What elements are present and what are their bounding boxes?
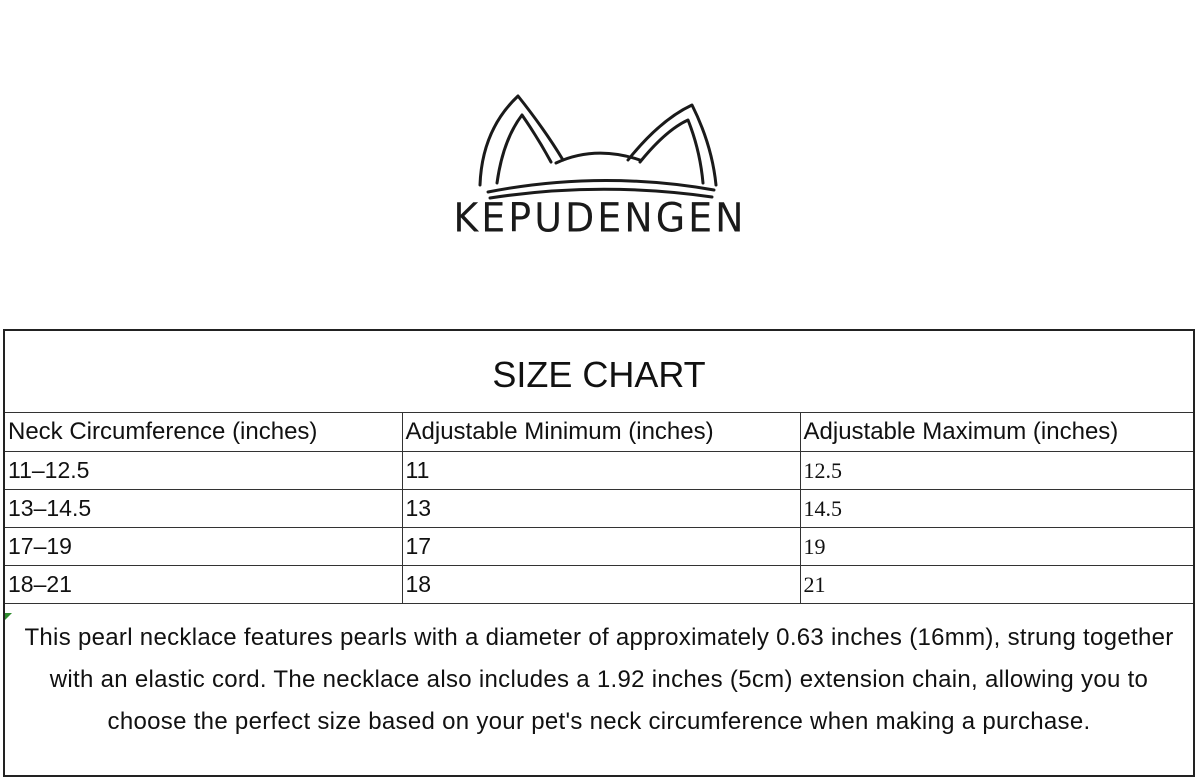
neck-circumference-cell: 17–19	[5, 528, 402, 566]
adjustable-maximum-cell: 12.5	[800, 452, 1193, 490]
neck-circumference-cell: 13–14.5	[5, 490, 402, 528]
size-chart	[3, 329, 1195, 777]
neck-circumference-cell: 11–12.5	[5, 452, 402, 490]
adjustable-maximum-cell: 14.5	[800, 490, 1193, 528]
brand-name: KEPUDENGEN	[453, 194, 747, 242]
product-description: This pearl necklace features pearls with a diameter of approximately 0.63 inches (16mm), strung together with an elastic cord. The necklace also includes a 1.92 inches (5cm) extension chain, allowing you to choose the perfect size based on your pet's neck circumference when making a purchase.	[24, 624, 1174, 735]
neck-circumference-cell: 18–21	[5, 566, 402, 604]
adjustable-minimum-cell: 18	[402, 566, 800, 604]
table-row	[5, 490, 1193, 528]
adjustable-minimum-cell: 11	[402, 452, 800, 490]
logo-area	[0, 0, 1200, 330]
adjustable-minimum-cell: 17	[402, 528, 800, 566]
cat-ears-logo-icon	[0, 0, 1200, 330]
column-header-adjustable-minimum: Adjustable Minimum (inches)	[402, 413, 800, 452]
table-row	[5, 452, 1193, 490]
adjustable-minimum-cell: 13	[402, 490, 800, 528]
size-table	[5, 413, 1193, 604]
adjustable-maximum-cell: 21	[800, 566, 1193, 604]
table-row	[5, 528, 1193, 566]
column-header-neck-circumference: Neck Circumference (inches)	[5, 413, 402, 452]
table-header-row	[5, 413, 1193, 452]
chart-title: SIZE CHART	[5, 331, 1193, 413]
column-header-adjustable-maximum: Adjustable Maximum (inches)	[800, 413, 1193, 452]
adjustable-maximum-cell: 19	[800, 528, 1193, 566]
table-row	[5, 566, 1193, 604]
